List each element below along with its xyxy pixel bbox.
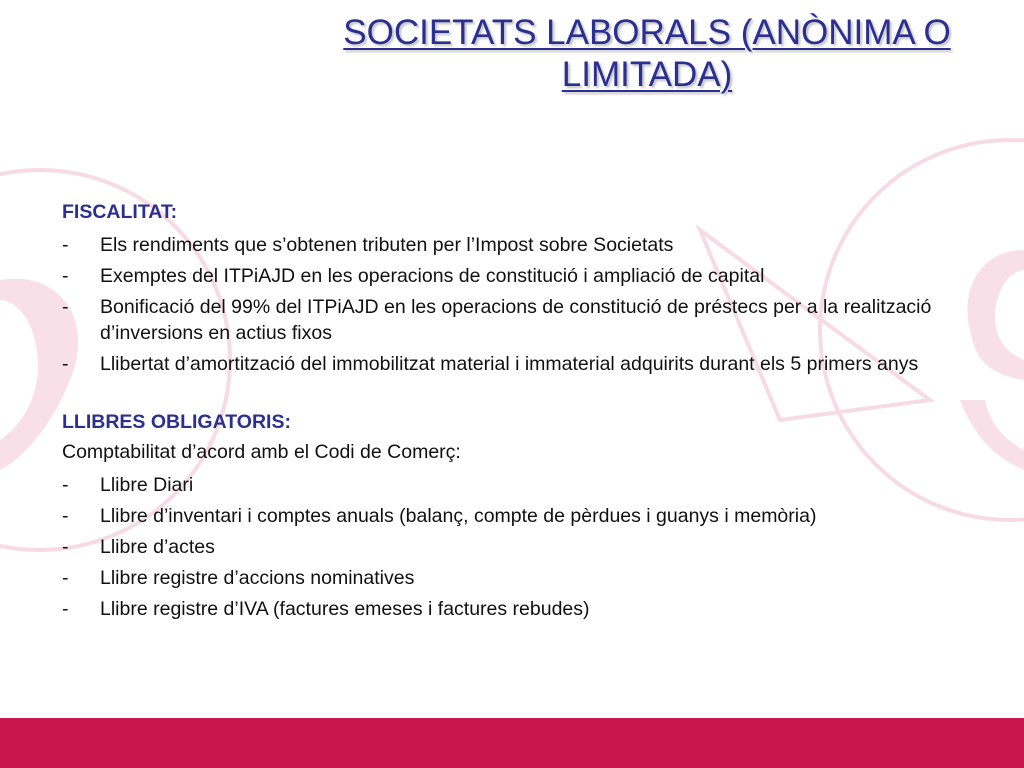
page-title: SOCIETATS LABORALS (ANÒNIMA O LIMITADA) — [343, 13, 951, 94]
list-item-text: Llibertat d’amortització del immobilitzat material i immaterial adquirits durant els 5 primers anys — [100, 353, 919, 375]
bullet-dash: - — [62, 296, 69, 318]
list-item — [62, 232, 982, 258]
bullet-dash: - — [62, 505, 69, 527]
list-item-text: Els rendiments que s’obtenen tributen per l’Impost sobre Societats — [100, 234, 674, 256]
list-item — [62, 472, 982, 498]
llibres-intro: Comptabilitat d’acord amb el Codi de Comerç: — [62, 441, 461, 463]
bullet-dash: - — [62, 567, 69, 589]
list-item — [62, 534, 982, 560]
list-item — [62, 294, 982, 346]
list-item — [62, 263, 982, 289]
slide-body — [62, 197, 982, 622]
fiscalitat-list — [62, 232, 982, 377]
bullet-dash: - — [62, 536, 69, 558]
list-item — [62, 596, 982, 622]
bullet-dash: - — [62, 265, 69, 287]
list-item-text: Llibre registre d’IVA (factures emeses i factures rebudes) — [100, 598, 590, 620]
llibres-list — [62, 472, 982, 622]
list-item — [62, 503, 982, 529]
list-item-text: Llibre d’actes — [100, 536, 215, 558]
bullet-dash: - — [62, 353, 69, 375]
bullet-dash: - — [62, 598, 69, 620]
list-item — [62, 565, 982, 591]
section-heading-llibres: LLIBRES OBLIGATORIS: — [62, 411, 291, 433]
list-item-text: Llibre registre d’accions nominatives — [100, 567, 415, 589]
list-item-text: Exemptes del ITPiAJD en les operacions de constitució i ampliació de capital — [100, 265, 765, 287]
footer-accent-bar — [0, 718, 1024, 768]
list-item-text: Llibre d’inventari i comptes anuals (balanç, compte de pèrdues i guanys i memòria) — [100, 505, 817, 527]
bullet-dash: - — [62, 234, 69, 256]
list-item-text: Bonificació del 99% del ITPiAJD en les operacions de constitució de préstecs per a la realització d’inversions en actius fixos — [100, 296, 932, 344]
bullet-dash: - — [62, 474, 69, 496]
list-item-text: Llibre Diari — [100, 474, 194, 496]
section-heading-fiscalitat: FISCALITAT: — [62, 201, 178, 223]
list-item — [62, 351, 982, 377]
section-spacer — [62, 377, 982, 407]
